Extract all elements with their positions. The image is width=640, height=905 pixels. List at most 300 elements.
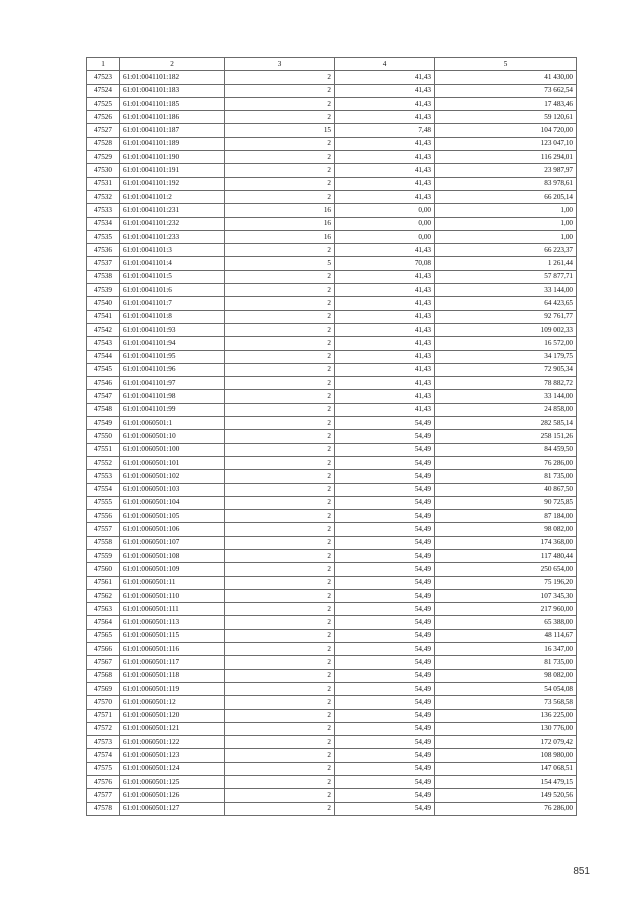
table-cell: 61:01:0060501:121 [120, 722, 225, 735]
table-body [87, 71, 577, 816]
table-cell: 41,43 [335, 190, 435, 203]
table-cell: 47528 [87, 137, 120, 150]
table-cell: 64 423,65 [435, 297, 577, 310]
table-cell: 61:01:0041101:6 [120, 284, 225, 297]
table-cell: 59 120,61 [435, 111, 577, 124]
table-cell: 2 [225, 323, 335, 336]
table-cell: 2 [225, 789, 335, 802]
table-cell: 61:01:0060501:124 [120, 762, 225, 775]
table-cell: 282 585,14 [435, 417, 577, 430]
table-cell: 2 [225, 563, 335, 576]
table-cell: 2 [225, 456, 335, 469]
table-cell: 41,43 [335, 337, 435, 350]
table-cell: 5 [225, 257, 335, 270]
table-row [87, 417, 577, 430]
table-row [87, 669, 577, 682]
table-row [87, 297, 577, 310]
table-cell: 54,49 [335, 749, 435, 762]
table-cell: 2 [225, 603, 335, 616]
table-cell: 47551 [87, 443, 120, 456]
table-row [87, 190, 577, 203]
table-cell: 54,49 [335, 802, 435, 815]
table-cell: 47527 [87, 124, 120, 137]
table-cell: 73 662,54 [435, 84, 577, 97]
table-cell: 16 [225, 217, 335, 230]
table-cell: 123 047,10 [435, 137, 577, 150]
table-cell: 61:01:0060501:108 [120, 549, 225, 562]
table-cell: 149 520,56 [435, 789, 577, 802]
table-cell: 61:01:0060501:100 [120, 443, 225, 456]
table-cell: 70,08 [335, 257, 435, 270]
table-cell: 61:01:0041101:186 [120, 111, 225, 124]
column-header: 4 [335, 58, 435, 71]
table-cell: 2 [225, 350, 335, 363]
table-cell: 217 960,00 [435, 603, 577, 616]
table-cell: 87 184,00 [435, 510, 577, 523]
table-cell: 258 151,26 [435, 430, 577, 443]
table-cell: 2 [225, 177, 335, 190]
table-row [87, 483, 577, 496]
table-cell: 2 [225, 111, 335, 124]
table-cell: 2 [225, 496, 335, 509]
table-cell: 16 572,00 [435, 337, 577, 350]
table-cell: 54,49 [335, 456, 435, 469]
table-cell: 54,49 [335, 643, 435, 656]
table-cell: 41,43 [335, 111, 435, 124]
table-cell: 47540 [87, 297, 120, 310]
table-row [87, 323, 577, 336]
table-cell: 16 [225, 204, 335, 217]
table-cell: 0,00 [335, 204, 435, 217]
table-cell: 61:01:0041101:99 [120, 403, 225, 416]
table-cell: 54,49 [335, 709, 435, 722]
table-cell: 41,43 [335, 97, 435, 110]
table-cell: 47557 [87, 523, 120, 536]
table-cell: 2 [225, 643, 335, 656]
table-cell: 2 [225, 97, 335, 110]
table-cell: 2 [225, 443, 335, 456]
table-cell: 92 761,77 [435, 310, 577, 323]
table-cell: 54,49 [335, 483, 435, 496]
table-cell: 48 114,67 [435, 629, 577, 642]
table-cell: 61:01:0060501:107 [120, 536, 225, 549]
table-cell: 47577 [87, 789, 120, 802]
table-row [87, 363, 577, 376]
table-cell: 2 [225, 377, 335, 390]
table-cell: 47552 [87, 456, 120, 469]
table-cell: 54,49 [335, 510, 435, 523]
table-cell: 83 978,61 [435, 177, 577, 190]
table-cell: 33 144,00 [435, 284, 577, 297]
table-row [87, 270, 577, 283]
table-cell: 47578 [87, 802, 120, 815]
table-cell: 15 [225, 124, 335, 137]
data-table [86, 57, 577, 816]
table-cell: 47538 [87, 270, 120, 283]
table-cell: 81 735,00 [435, 656, 577, 669]
table-cell: 107 345,30 [435, 589, 577, 602]
table-cell: 0,00 [335, 217, 435, 230]
table-cell: 66 223,37 [435, 244, 577, 257]
table-cell: 72 905,34 [435, 363, 577, 376]
table-cell: 61:01:0060501:116 [120, 643, 225, 656]
table-cell: 2 [225, 84, 335, 97]
table-cell: 76 286,00 [435, 802, 577, 815]
table-cell: 47535 [87, 230, 120, 243]
table-cell: 61:01:0041101:95 [120, 350, 225, 363]
table-cell: 61:01:0060501:111 [120, 603, 225, 616]
table-cell: 61:01:0041101:2 [120, 190, 225, 203]
table-cell: 54,49 [335, 576, 435, 589]
table-cell: 47541 [87, 310, 120, 323]
table-cell: 47564 [87, 616, 120, 629]
table-cell: 54 054,08 [435, 682, 577, 695]
table-row [87, 177, 577, 190]
table-cell: 174 368,00 [435, 536, 577, 549]
table-cell: 61:01:0041101:183 [120, 84, 225, 97]
table-cell: 47569 [87, 682, 120, 695]
table-cell: 41,43 [335, 71, 435, 84]
table-cell: 47576 [87, 776, 120, 789]
table-cell: 154 479,15 [435, 776, 577, 789]
table-cell: 61:01:0041101:192 [120, 177, 225, 190]
table-cell: 61:01:0060501:1 [120, 417, 225, 430]
table-row [87, 337, 577, 350]
table-cell: 2 [225, 576, 335, 589]
table-cell: 54,49 [335, 603, 435, 616]
table-cell: 61:01:0060501:106 [120, 523, 225, 536]
table-cell: 61:01:0060501:117 [120, 656, 225, 669]
table-cell: 54,49 [335, 589, 435, 602]
table-cell: 1,00 [435, 230, 577, 243]
table-cell: 16 347,00 [435, 643, 577, 656]
table-cell: 47561 [87, 576, 120, 589]
table-cell: 61:01:0060501:10 [120, 430, 225, 443]
table-cell: 2 [225, 310, 335, 323]
table-row [87, 244, 577, 257]
table-cell: 1 261,44 [435, 257, 577, 270]
table-row [87, 164, 577, 177]
table-cell: 2 [225, 164, 335, 177]
table-cell: 61:01:0041101:232 [120, 217, 225, 230]
table-cell: 2 [225, 549, 335, 562]
table-cell: 47542 [87, 323, 120, 336]
table-cell: 61:01:0041101:185 [120, 97, 225, 110]
table-cell: 47570 [87, 696, 120, 709]
table-cell: 98 082,00 [435, 523, 577, 536]
table-cell: 147 068,51 [435, 762, 577, 775]
table-cell: 61:01:0041101:231 [120, 204, 225, 217]
table-cell: 61:01:0060501:103 [120, 483, 225, 496]
table-cell: 61:01:0060501:104 [120, 496, 225, 509]
table-cell: 90 725,85 [435, 496, 577, 509]
table-cell: 61:01:0060501:122 [120, 736, 225, 749]
table-cell: 2 [225, 776, 335, 789]
table-cell: 47556 [87, 510, 120, 523]
table-cell: 47529 [87, 151, 120, 164]
table-cell: 2 [225, 523, 335, 536]
table-row [87, 443, 577, 456]
table-cell: 2 [225, 669, 335, 682]
table-cell: 54,49 [335, 669, 435, 682]
table-row [87, 523, 577, 536]
table-cell: 2 [225, 137, 335, 150]
table-cell: 61:01:0041101:187 [120, 124, 225, 137]
table-cell: 61:01:0041101:233 [120, 230, 225, 243]
table-cell: 41 430,00 [435, 71, 577, 84]
table-cell: 61:01:0060501:113 [120, 616, 225, 629]
table-row [87, 310, 577, 323]
table-cell: 81 735,00 [435, 470, 577, 483]
table-cell: 54,49 [335, 496, 435, 509]
table-cell: 54,49 [335, 789, 435, 802]
table-cell: 41,43 [335, 244, 435, 257]
table-cell: 41,43 [335, 310, 435, 323]
table-cell: 47532 [87, 190, 120, 203]
header-row [87, 58, 577, 71]
table-cell: 2 [225, 749, 335, 762]
table-cell: 61:01:0060501:110 [120, 589, 225, 602]
table-cell: 47530 [87, 164, 120, 177]
table-cell: 47560 [87, 563, 120, 576]
table-row [87, 789, 577, 802]
table-cell: 61:01:0041101:3 [120, 244, 225, 257]
page-number: 851 [573, 866, 590, 877]
table-cell: 2 [225, 403, 335, 416]
table-row [87, 616, 577, 629]
table-cell: 41,43 [335, 350, 435, 363]
table-row [87, 137, 577, 150]
table-cell: 2 [225, 417, 335, 430]
table-row [87, 776, 577, 789]
table-cell: 61:01:0041101:98 [120, 390, 225, 403]
table-row [87, 536, 577, 549]
table-row [87, 84, 577, 97]
table-cell: 2 [225, 656, 335, 669]
table-row [87, 629, 577, 642]
table-cell: 2 [225, 270, 335, 283]
table-cell: 47550 [87, 430, 120, 443]
table-row [87, 350, 577, 363]
table-row [87, 284, 577, 297]
table-cell: 41,43 [335, 177, 435, 190]
table-row [87, 390, 577, 403]
table-cell: 41,43 [335, 297, 435, 310]
table-cell: 41,43 [335, 84, 435, 97]
table-cell: 0,00 [335, 230, 435, 243]
table-cell: 47531 [87, 177, 120, 190]
column-header: 3 [225, 58, 335, 71]
table-cell: 61:01:0060501:126 [120, 789, 225, 802]
table-row [87, 749, 577, 762]
table-cell: 61:01:0060501:118 [120, 669, 225, 682]
table-cell: 65 388,00 [435, 616, 577, 629]
table-row [87, 470, 577, 483]
table-cell: 66 205,14 [435, 190, 577, 203]
table-cell: 61:01:0041101:191 [120, 164, 225, 177]
table-cell: 41,43 [335, 390, 435, 403]
table-cell: 47544 [87, 350, 120, 363]
table-cell: 116 294,01 [435, 151, 577, 164]
table-row [87, 97, 577, 110]
table-cell: 47526 [87, 111, 120, 124]
table-cell: 47562 [87, 589, 120, 602]
table-cell: 47568 [87, 669, 120, 682]
table-row [87, 456, 577, 469]
table-cell: 54,49 [335, 443, 435, 456]
table-cell: 47549 [87, 417, 120, 430]
column-header: 1 [87, 58, 120, 71]
table-cell: 2 [225, 297, 335, 310]
table-row [87, 682, 577, 695]
table-cell: 2 [225, 337, 335, 350]
table-cell: 47553 [87, 470, 120, 483]
table-cell: 84 459,50 [435, 443, 577, 456]
table-cell: 47574 [87, 749, 120, 762]
table-cell: 61:01:0060501:119 [120, 682, 225, 695]
table-cell: 54,49 [335, 776, 435, 789]
table-cell: 41,43 [335, 323, 435, 336]
table-cell: 61:01:0041101:8 [120, 310, 225, 323]
table-row [87, 71, 577, 84]
table-row [87, 736, 577, 749]
table-cell: 47575 [87, 762, 120, 775]
table-cell: 47548 [87, 403, 120, 416]
table-cell: 104 720,00 [435, 124, 577, 137]
table-cell: 78 882,72 [435, 377, 577, 390]
table-row [87, 230, 577, 243]
table-cell: 47546 [87, 377, 120, 390]
table-row [87, 709, 577, 722]
table-cell: 47523 [87, 71, 120, 84]
table-cell: 54,49 [335, 696, 435, 709]
table-cell: 2 [225, 363, 335, 376]
table-cell: 54,49 [335, 536, 435, 549]
table-cell: 75 196,20 [435, 576, 577, 589]
table-cell: 61:01:0041101:97 [120, 377, 225, 390]
table-cell: 2 [225, 722, 335, 735]
table-row [87, 403, 577, 416]
table-row [87, 377, 577, 390]
table-cell: 2 [225, 190, 335, 203]
table-row [87, 722, 577, 735]
column-header: 5 [435, 58, 577, 71]
table-cell: 47559 [87, 549, 120, 562]
table-cell: 2 [225, 430, 335, 443]
table-cell: 47572 [87, 722, 120, 735]
table-cell: 41,43 [335, 270, 435, 283]
table-cell: 47563 [87, 603, 120, 616]
table-cell: 61:01:0041101:4 [120, 257, 225, 270]
table-cell: 1,00 [435, 217, 577, 230]
table-cell: 117 480,44 [435, 549, 577, 562]
table-cell: 61:01:0060501:123 [120, 749, 225, 762]
table-cell: 61:01:0060501:101 [120, 456, 225, 469]
table-cell: 61:01:0041101:96 [120, 363, 225, 376]
table-cell: 2 [225, 616, 335, 629]
table-cell: 34 179,75 [435, 350, 577, 363]
table-cell: 47524 [87, 84, 120, 97]
table-cell: 109 002,33 [435, 323, 577, 336]
table-cell: 47533 [87, 204, 120, 217]
table-cell: 54,49 [335, 417, 435, 430]
table-cell: 2 [225, 483, 335, 496]
table-cell: 2 [225, 284, 335, 297]
table-row [87, 603, 577, 616]
table-cell: 54,49 [335, 656, 435, 669]
table-cell: 17 483,46 [435, 97, 577, 110]
table-row [87, 496, 577, 509]
table-cell: 54,49 [335, 523, 435, 536]
table-cell: 47573 [87, 736, 120, 749]
table-cell: 2 [225, 736, 335, 749]
table-cell: 2 [225, 244, 335, 257]
table-cell: 250 654,00 [435, 563, 577, 576]
table-row [87, 656, 577, 669]
table-cell: 61:01:0041101:7 [120, 297, 225, 310]
table-cell: 24 858,00 [435, 403, 577, 416]
table-cell: 2 [225, 629, 335, 642]
table-cell: 54,49 [335, 470, 435, 483]
table-cell: 2 [225, 470, 335, 483]
table-cell: 41,43 [335, 284, 435, 297]
table-cell: 61:01:0041101:189 [120, 137, 225, 150]
table-cell: 54,49 [335, 430, 435, 443]
table-cell: 61:01:0060501:12 [120, 696, 225, 709]
table-cell: 73 568,58 [435, 696, 577, 709]
table-cell: 2 [225, 71, 335, 84]
table-cell: 47571 [87, 709, 120, 722]
table-cell: 47558 [87, 536, 120, 549]
table-cell: 108 980,00 [435, 749, 577, 762]
table-cell: 41,43 [335, 363, 435, 376]
table-cell: 61:01:0060501:109 [120, 563, 225, 576]
table-cell: 47566 [87, 643, 120, 656]
table-row [87, 802, 577, 815]
table-cell: 2 [225, 802, 335, 815]
table-cell: 98 082,00 [435, 669, 577, 682]
table-row [87, 696, 577, 709]
table-row [87, 151, 577, 164]
table-cell: 54,49 [335, 616, 435, 629]
table-cell: 61:01:0060501:127 [120, 802, 225, 815]
table-cell: 54,49 [335, 722, 435, 735]
table-row [87, 563, 577, 576]
table-cell: 61:01:0060501:102 [120, 470, 225, 483]
table-cell: 47537 [87, 257, 120, 270]
table-cell: 61:01:0060501:11 [120, 576, 225, 589]
table-cell: 54,49 [335, 736, 435, 749]
table-cell: 54,49 [335, 549, 435, 562]
table-cell: 61:01:0041101:182 [120, 71, 225, 84]
table-cell: 47534 [87, 217, 120, 230]
table-cell: 47543 [87, 337, 120, 350]
table-cell: 33 144,00 [435, 390, 577, 403]
table-cell: 61:01:0060501:125 [120, 776, 225, 789]
table-row [87, 257, 577, 270]
table-cell: 41,43 [335, 151, 435, 164]
table-cell: 2 [225, 696, 335, 709]
table-row [87, 217, 577, 230]
table-row [87, 124, 577, 137]
table-cell: 40 867,50 [435, 483, 577, 496]
table-cell: 61:01:0041101:93 [120, 323, 225, 336]
table-cell: 47547 [87, 390, 120, 403]
table-cell: 2 [225, 390, 335, 403]
table-cell: 136 225,00 [435, 709, 577, 722]
table-cell: 47554 [87, 483, 120, 496]
table-cell: 54,49 [335, 563, 435, 576]
